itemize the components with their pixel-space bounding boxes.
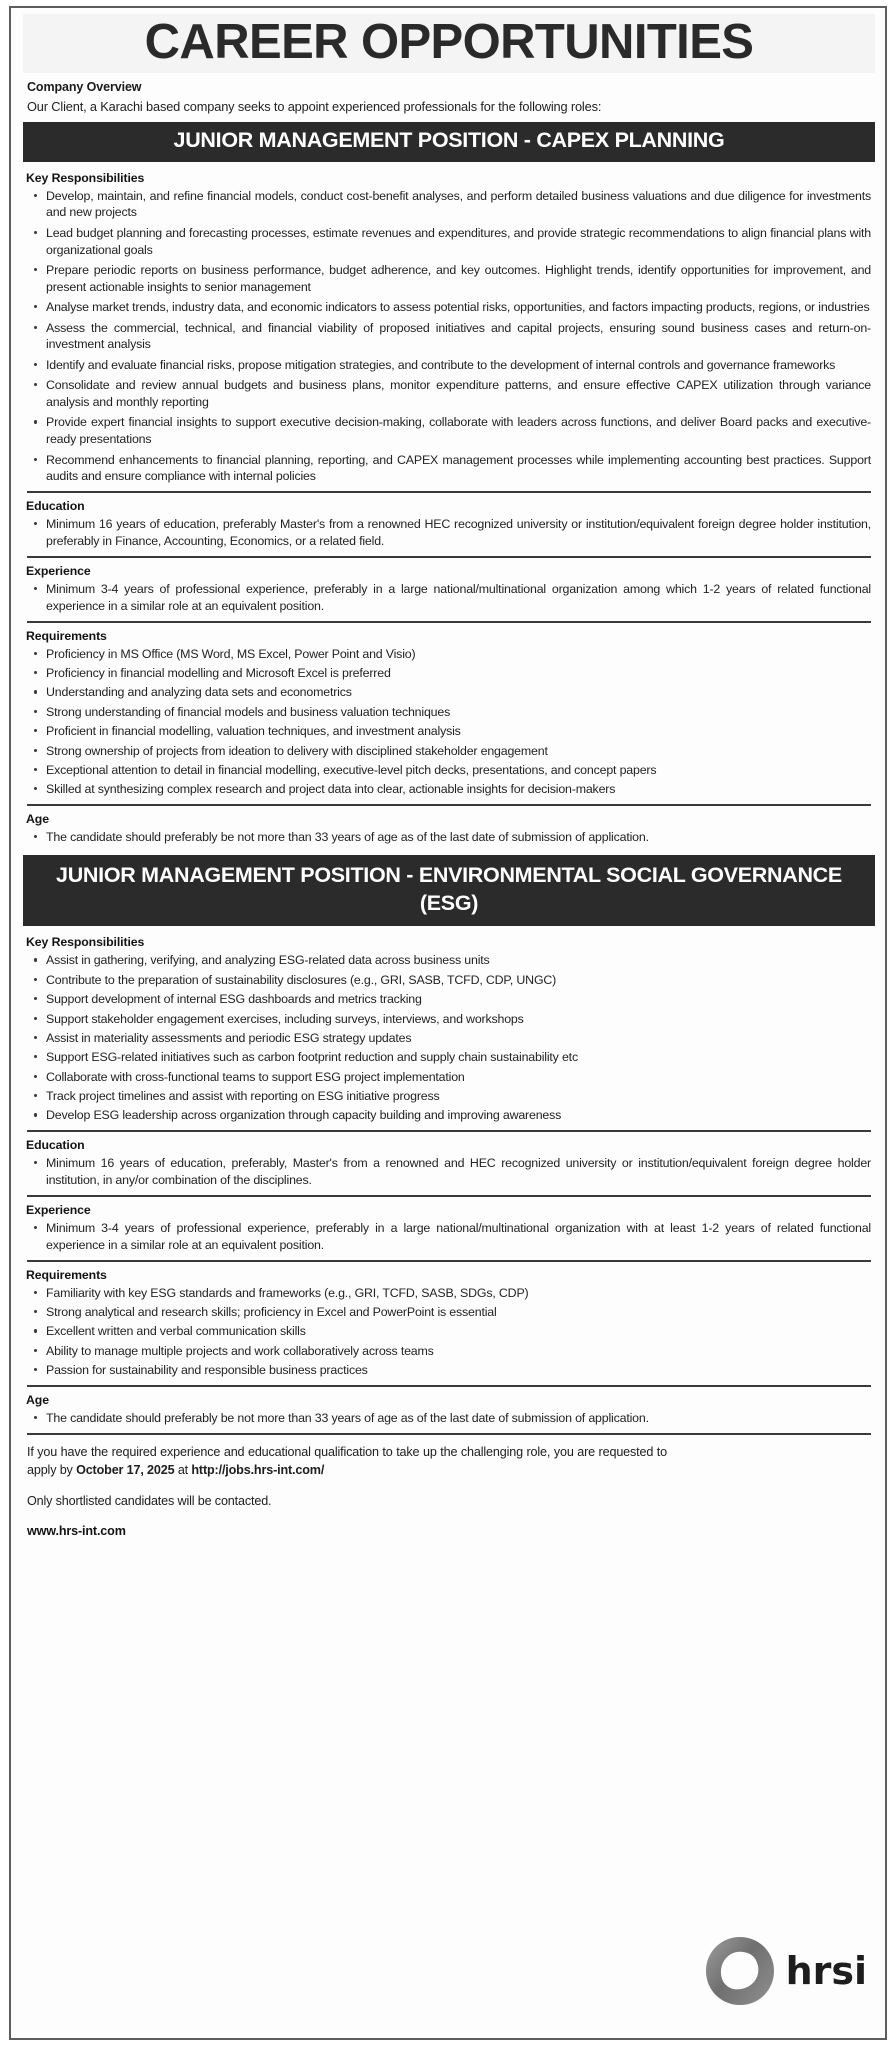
advertisement-border-frame xyxy=(9,6,887,2040)
list-item: Strong analytical and research skills; proficiency in Excel and PowerPoint is essential xyxy=(29,1304,871,1321)
list-item: Minimum 16 years of education, preferably, Master's from a renowned and HEC recognized university or institution/equivalent foreign degree holder institution, in any/or combination of the disciplines. xyxy=(29,1155,871,1189)
list-item: Proficiency in MS Office (MS Word, MS Excel, Power Point and Visio) xyxy=(29,646,871,663)
esg-key-responsibilities-list xyxy=(25,952,873,1124)
apply-text-before: If you have the required experience and educational qualification to take up the challenging role, you are requested to apply by xyxy=(27,1444,667,1478)
capex-experience-heading: Experience xyxy=(26,563,91,578)
list-item: Familiarity with key ESG standards and frameworks (e.g., GRI, TCFD, SASB, SDGs, CDP) xyxy=(29,1285,871,1302)
esg-key-responsibilities-section xyxy=(23,929,875,1132)
esg-age-heading: Age xyxy=(26,1392,49,1407)
esg-age-section xyxy=(23,1387,875,1435)
list-item: Minimum 16 years of education, preferably Master's from a renowned HEC recognized university or institution/equivalent foreign degree holder institution, preferably in Finance, Accounting, Economics, or a related field. xyxy=(29,516,871,550)
esg-experience-list xyxy=(25,1220,873,1254)
list-item: Excellent written and verbal communication skills xyxy=(29,1323,871,1340)
apply-url-link[interactable]: http://jobs.hrs-int.com/ xyxy=(191,1463,325,1478)
capex-requirements-list xyxy=(25,646,873,798)
headline-banner xyxy=(23,14,875,73)
list-item: Support ESG-related initiatives such as carbon footprint reduction and supply chain sustainability etc xyxy=(29,1049,871,1066)
esg-education-list xyxy=(25,1155,873,1189)
capex-requirements-section xyxy=(23,623,875,806)
capex-age-heading: Age xyxy=(26,812,49,827)
list-item: Develop ESG leadership across organization through capacity building and improving awareness xyxy=(29,1107,871,1124)
footer-section xyxy=(23,1435,875,2032)
list-item: Exceptional attention to detail in financial modelling, executive-level pitch decks, presentations, and concept papers xyxy=(29,762,871,779)
hrsi-ring-icon xyxy=(703,1934,777,2008)
esg-requirements-heading: Requirements xyxy=(26,1267,107,1282)
list-item: Proficient in financial modelling, valuation techniques, and investment analysis xyxy=(29,723,871,740)
capex-key-responsibilities-heading: Key Responsibilities xyxy=(26,170,145,185)
list-item: Proficiency in financial modelling and Microsoft Excel is preferred xyxy=(29,665,871,682)
hrsi-wordmark: hrsi xyxy=(785,1949,867,1993)
capex-experience-section xyxy=(23,558,875,623)
list-item: Ability to manage multiple projects and work collaboratively across teams xyxy=(29,1343,871,1360)
list-item: Support development of internal ESG dashboards and metrics tracking xyxy=(29,991,871,1008)
esg-experience-section xyxy=(23,1197,875,1262)
capex-key-responsibilities-list xyxy=(25,188,873,486)
capex-key-responsibilities-section xyxy=(23,165,875,494)
esg-education-heading: Education xyxy=(26,1138,85,1153)
list-item: Assist in materiality assessments and periodic ESG strategy updates xyxy=(29,1030,871,1047)
capex-education-section xyxy=(23,493,875,558)
list-item: Minimum 3-4 years of professional experience, preferably in a large national/multinational organization with at least 1-2 years of related functional experience in a similar role at an equivalent position. xyxy=(29,1220,871,1254)
role-banner-esg: JUNIOR MANAGEMENT POSITION - ENVIRONMENTAL SOCIAL GOVERNANCE (ESG) xyxy=(23,855,875,926)
hrsi-logo xyxy=(703,1934,867,2008)
application-deadline: October 17, 2025 xyxy=(76,1463,175,1478)
capex-age-section xyxy=(23,806,875,849)
capex-age-list xyxy=(25,829,873,846)
capex-requirements-heading: Requirements xyxy=(26,628,107,643)
list-item: Understanding and analyzing data sets and econometrics xyxy=(29,684,871,701)
list-item: The candidate should preferably be not more than 33 years of age as of the last date of submission of application. xyxy=(29,1410,871,1427)
esg-requirements-section xyxy=(23,1262,875,1387)
list-item: Strong understanding of financial models and business valuation techniques xyxy=(29,704,871,721)
list-item: Assist in gathering, verifying, and analyzing ESG-related data across business units xyxy=(29,952,871,969)
list-item: Strong ownership of projects from ideation to delivery with disciplined stakeholder engagement xyxy=(29,743,871,760)
capex-education-heading: Education xyxy=(26,499,85,514)
shortlist-note: Only shortlisted candidates will be contacted. xyxy=(27,1494,272,1509)
apply-text-mid: at xyxy=(174,1463,192,1478)
list-item: Support stakeholder engagement exercises, including surveys, interviews, and workshops xyxy=(29,1011,871,1028)
esg-key-responsibilities-heading: Key Responsibilities xyxy=(26,935,145,950)
apply-instructions xyxy=(27,1443,667,1480)
list-item: The candidate should preferably be not more than 33 years of age as of the last date of submission of application. xyxy=(29,829,871,846)
list-item: Prepare periodic reports on business performance, budget adherence, and key outcomes. Highlight trends, identify opportunities for improvement, and present actionable insights to senior management xyxy=(29,262,871,296)
list-item: Passion for sustainability and responsible business practices xyxy=(29,1362,871,1379)
list-item: Identify and evaluate financial risks, propose mitigation strategies, and contribute to the development of internal controls and governance frameworks xyxy=(29,357,871,374)
list-item: Lead budget planning and forecasting processes, estimate revenues and expenditures, and provide strategic recommendations to align financial plans with organizational goals xyxy=(29,225,871,259)
esg-age-list xyxy=(25,1410,873,1427)
list-item: Contribute to the preparation of sustainability disclosures (e.g., GRI, SASB, TCFD, CDP, UNGC) xyxy=(29,972,871,989)
esg-experience-heading: Experience xyxy=(26,1202,91,1217)
esg-requirements-list xyxy=(25,1285,873,1379)
company-overview-text: Our Client, a Karachi based company seeks to appoint experienced professionals for the following roles: xyxy=(27,99,602,114)
capex-experience-list xyxy=(25,581,873,615)
list-item: Collaborate with cross-functional teams to support ESG project implementation xyxy=(29,1069,871,1086)
list-item: Track project timelines and assist with reporting on ESG initiative progress xyxy=(29,1088,871,1105)
company-overview-heading: Company Overview xyxy=(27,80,142,94)
list-item: Consolidate and review annual budgets and business plans, monitor expenditure patterns, and ensure effective CAPEX utilization through variance analysis and monthly reporting xyxy=(29,377,871,411)
list-item: Analyse market trends, industry data, and economic indicators to assess potential risks, opportunities, and factors impacting products, regions, or industries xyxy=(29,299,871,316)
list-item: Minimum 3-4 years of professional experience, preferably in a large national/multinational organization among which 1-2 years of related functional experience in a similar role at an equivalent position. xyxy=(29,581,871,615)
company-overview-section xyxy=(23,73,875,116)
list-item: Recommend enhancements to financial planning, reporting, and CAPEX management processes while implementing accounting best practices. Support audits and ensure compliance with internal policies xyxy=(29,452,871,486)
list-item: Provide expert financial insights to support executive decision-making, collaborate with leaders across functions, and deliver Board packs and executive-ready presentations xyxy=(29,414,871,448)
page-title: CAREER OPPORTUNITIES xyxy=(144,15,754,69)
company-website[interactable]: www.hrs-int.com xyxy=(27,1524,126,1539)
role-banner-capex-planning: JUNIOR MANAGEMENT POSITION - CAPEX PLANNING xyxy=(23,122,875,162)
list-item: Assess the commercial, technical, and financial viability of proposed initiatives and capital projects, ensuring sound business cases and return-on-investment analysis xyxy=(29,320,871,354)
capex-education-list xyxy=(25,516,873,550)
esg-education-section xyxy=(23,1132,875,1197)
list-item: Develop, maintain, and refine financial models, conduct cost-benefit analyses, and perform detailed business valuations and due diligence for investments and new projects xyxy=(29,188,871,222)
list-item: Skilled at synthesizing complex research and project data into clear, actionable insights for decision-makers xyxy=(29,781,871,798)
